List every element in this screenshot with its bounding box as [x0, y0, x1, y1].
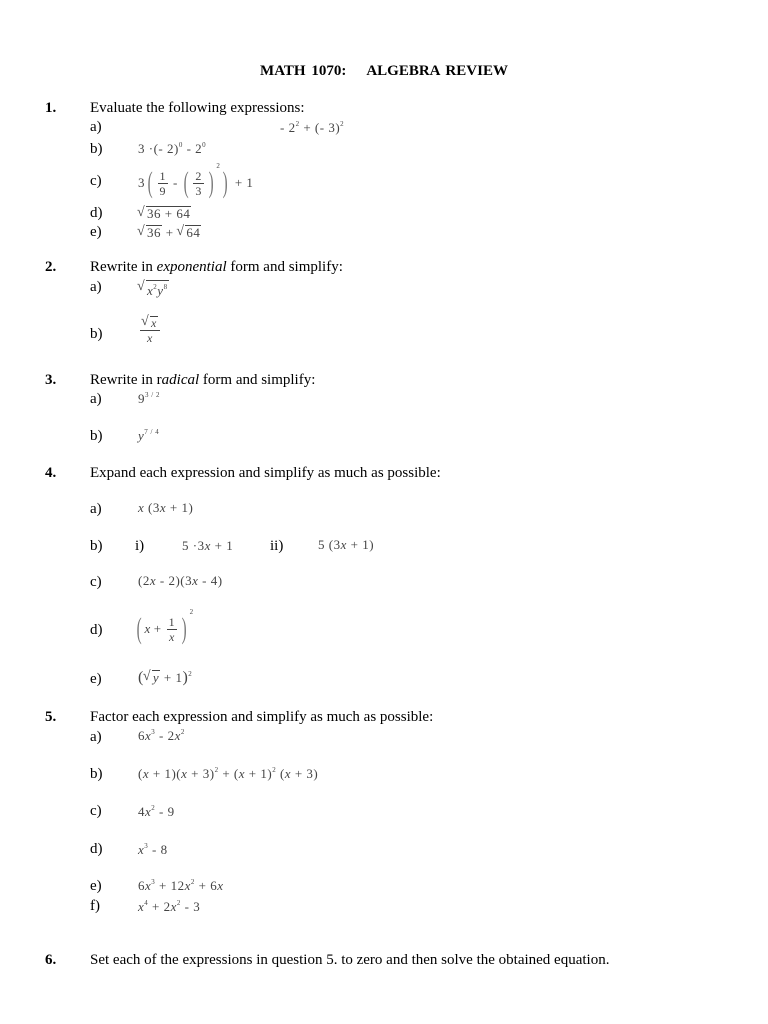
q5-expression-e: $6x^3 + 12x^2 + 6x$ [138, 878, 224, 893]
q3-label-b: b) [90, 428, 103, 444]
q4-b-sublabel-ii: ii) [270, 538, 284, 554]
q4-expression-e: (√ y + 1)$^2$ [138, 669, 192, 687]
q1-label-e: e) [90, 224, 102, 240]
q4-expression-a: x (3x + 1) [138, 500, 194, 515]
question-1-number: 1. [45, 100, 57, 116]
q1-expression-e: √ 36 + √ 64 [138, 225, 201, 241]
q1-expression-d [138, 206, 191, 222]
q4-label-b: b) [90, 538, 103, 554]
q1-label-c: c) [90, 173, 102, 189]
question-6-text: Set each of the expressions in question 5. to zero and then solve the obtained equation. [90, 952, 610, 968]
q4-expression-d: ( x + $\frac{1}{x}$ )$^2$ [136, 608, 194, 646]
question-6-number: 6. [45, 952, 57, 968]
q1-expression-b: 3 ·(- $2)^0 - 2^0$ [138, 141, 207, 156]
q5-expression-d: $x^3 - 8$ [138, 842, 168, 857]
q1-label-d: d) [90, 205, 103, 221]
q4-label-c: c) [90, 574, 102, 590]
q4-expression-c: (2x - 2)(3x - 4) [138, 573, 223, 588]
q5-label-e: e) [90, 878, 102, 894]
q3-label-a: a) [90, 391, 102, 407]
q4-expression-b-i: 5 ·3x + 1 [182, 538, 234, 553]
title-subject: ALGEBRA REVIEW [366, 63, 508, 79]
q4-label-a: a) [90, 501, 102, 517]
page-title [0, 63, 768, 80]
q5-label-f: f) [90, 898, 100, 914]
q5-expression-f: $x^4 + 2x^2 - 3$ [138, 899, 201, 914]
q5-label-d: d) [90, 841, 103, 857]
question-3-text: Rewrite in radical form and simplify: [90, 372, 316, 388]
question-3-number: 3. [45, 372, 57, 388]
q5-label-a: a) [90, 729, 102, 745]
q4-label-d: d) [90, 622, 103, 638]
q2-label-a: a) [90, 279, 102, 295]
q2-expression-b: √ $\frac{x}{x}$ [138, 316, 162, 345]
q5-expression-c: $4x^2 - 9$ [138, 804, 175, 819]
question-4-number: 4. [45, 465, 57, 481]
question-4-text: Expand each expression and simplify as much as possible: [90, 465, 441, 481]
q4-expression-b-ii: 5 (3x + 1) [318, 537, 375, 552]
q3-expression-a: $9^{3 / 2}$ [138, 391, 160, 406]
q1-label-b: b) [90, 141, 103, 157]
question-5-text: Factor each expression and simplify as much as possible: [90, 709, 434, 725]
question-2-text: Rewrite in exponential form and simplify: [90, 259, 343, 275]
q1-expression-c: 3( $\frac{1}{9}$ - ( $\frac{2}{3}$ )$^2$) + 1 [138, 162, 254, 200]
sqrt-icon: √ 36 + 64 [138, 206, 191, 222]
q3-expression-b: $y^{7 / 4}$ [138, 428, 160, 443]
q2-label-b: b) [90, 326, 103, 342]
q4-label-e: e) [90, 671, 102, 687]
question-1-text: Evaluate the following expressions: [90, 100, 305, 116]
course-code: MATH 1070: [260, 63, 347, 79]
q5-label-b: b) [90, 766, 103, 782]
q1-expression-a: - $2^2$ + (- 3)$^2$ [280, 120, 345, 135]
q4-b-sublabel-i: i) [135, 538, 145, 554]
q1-label-a: a) [90, 119, 102, 135]
q5-expression-b: $(x + 1)(x + 3)^2 + (x + 1)^2$ (x + 3) [138, 766, 319, 781]
question-5-number: 5. [45, 709, 57, 725]
question-2-number: 2. [45, 259, 57, 275]
q2-expression-a: √ $x^2y^8$ [138, 280, 169, 299]
q5-label-c: c) [90, 803, 102, 819]
q5-expression-a: $6x^3 - 2x^2$ [138, 728, 185, 743]
